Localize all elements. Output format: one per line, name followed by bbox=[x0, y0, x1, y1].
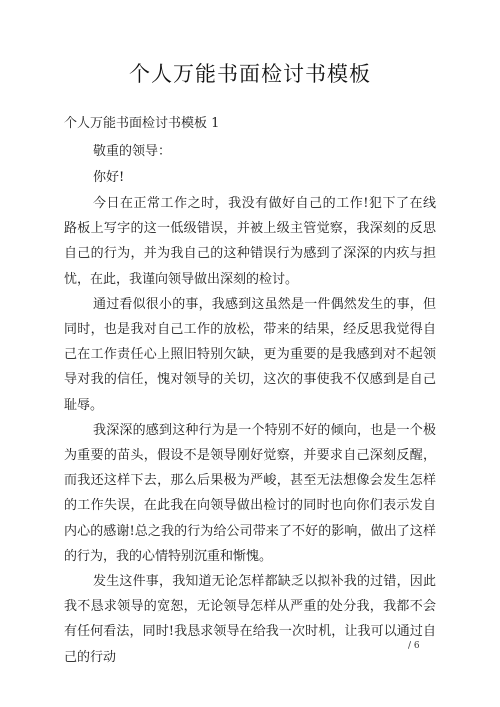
salutation: 敬重的领导： bbox=[93, 144, 172, 159]
paragraph: 通过看似很小的事，我感到这虽然是一件偶然发生的事，但同时，也是我对自己工作的放松，带来的结果，经反思我觉得自己在工作责任心上照旧特别欠缺，更为重要的是我感到对不起领导对我的信任，愧对领导的关切，这次的事使我不仅感到是自己耻辱。 bbox=[64, 296, 436, 413]
document-body bbox=[64, 191, 436, 670]
page-number: / 6 bbox=[408, 641, 420, 651]
paragraph: 我深深的感到这种行为是一个特别不好的倾向，也是一个极为重要的苗头，假设不是领导刚好觉察，并要求自己深刻反醒，而我还这样下去，那么后果极为严峻，甚至无法想像会发生怎样的工作失误，在此我在向领导做出检讨的同时也向你们表示发自内心的感谢!总之我的行为给公司带来了不好的影响，做出了这样的行为，我的心情特别沉重和惭愧。 bbox=[64, 422, 436, 564]
document-title: 个人万能书面检讨书模板 bbox=[129, 62, 371, 86]
section-heading: 个人万能书面检讨书模板 1 bbox=[64, 116, 220, 131]
paragraph: 今日在正常工作之时，我没有做好自己的工作!犯下了在线路板上写字的这一低级错误，并被上级主管觉察，我深刻的反思自己的行为，并为我自己的这种错误行为感到了深深的内疚与担忧，在此，我谨向领导做出深刻的检讨。 bbox=[64, 196, 436, 287]
greeting: 你好! bbox=[93, 170, 125, 185]
paragraph: 发生这件事，我知道无论怎样都缺乏以拟补我的过错，因此我不恳求领导的宽恕，无论领导怎样从严重的处分我，我都不会有任何看法，同时!我恳求领导在给我一次时机，让我可以通过自己的行动 bbox=[64, 574, 436, 665]
